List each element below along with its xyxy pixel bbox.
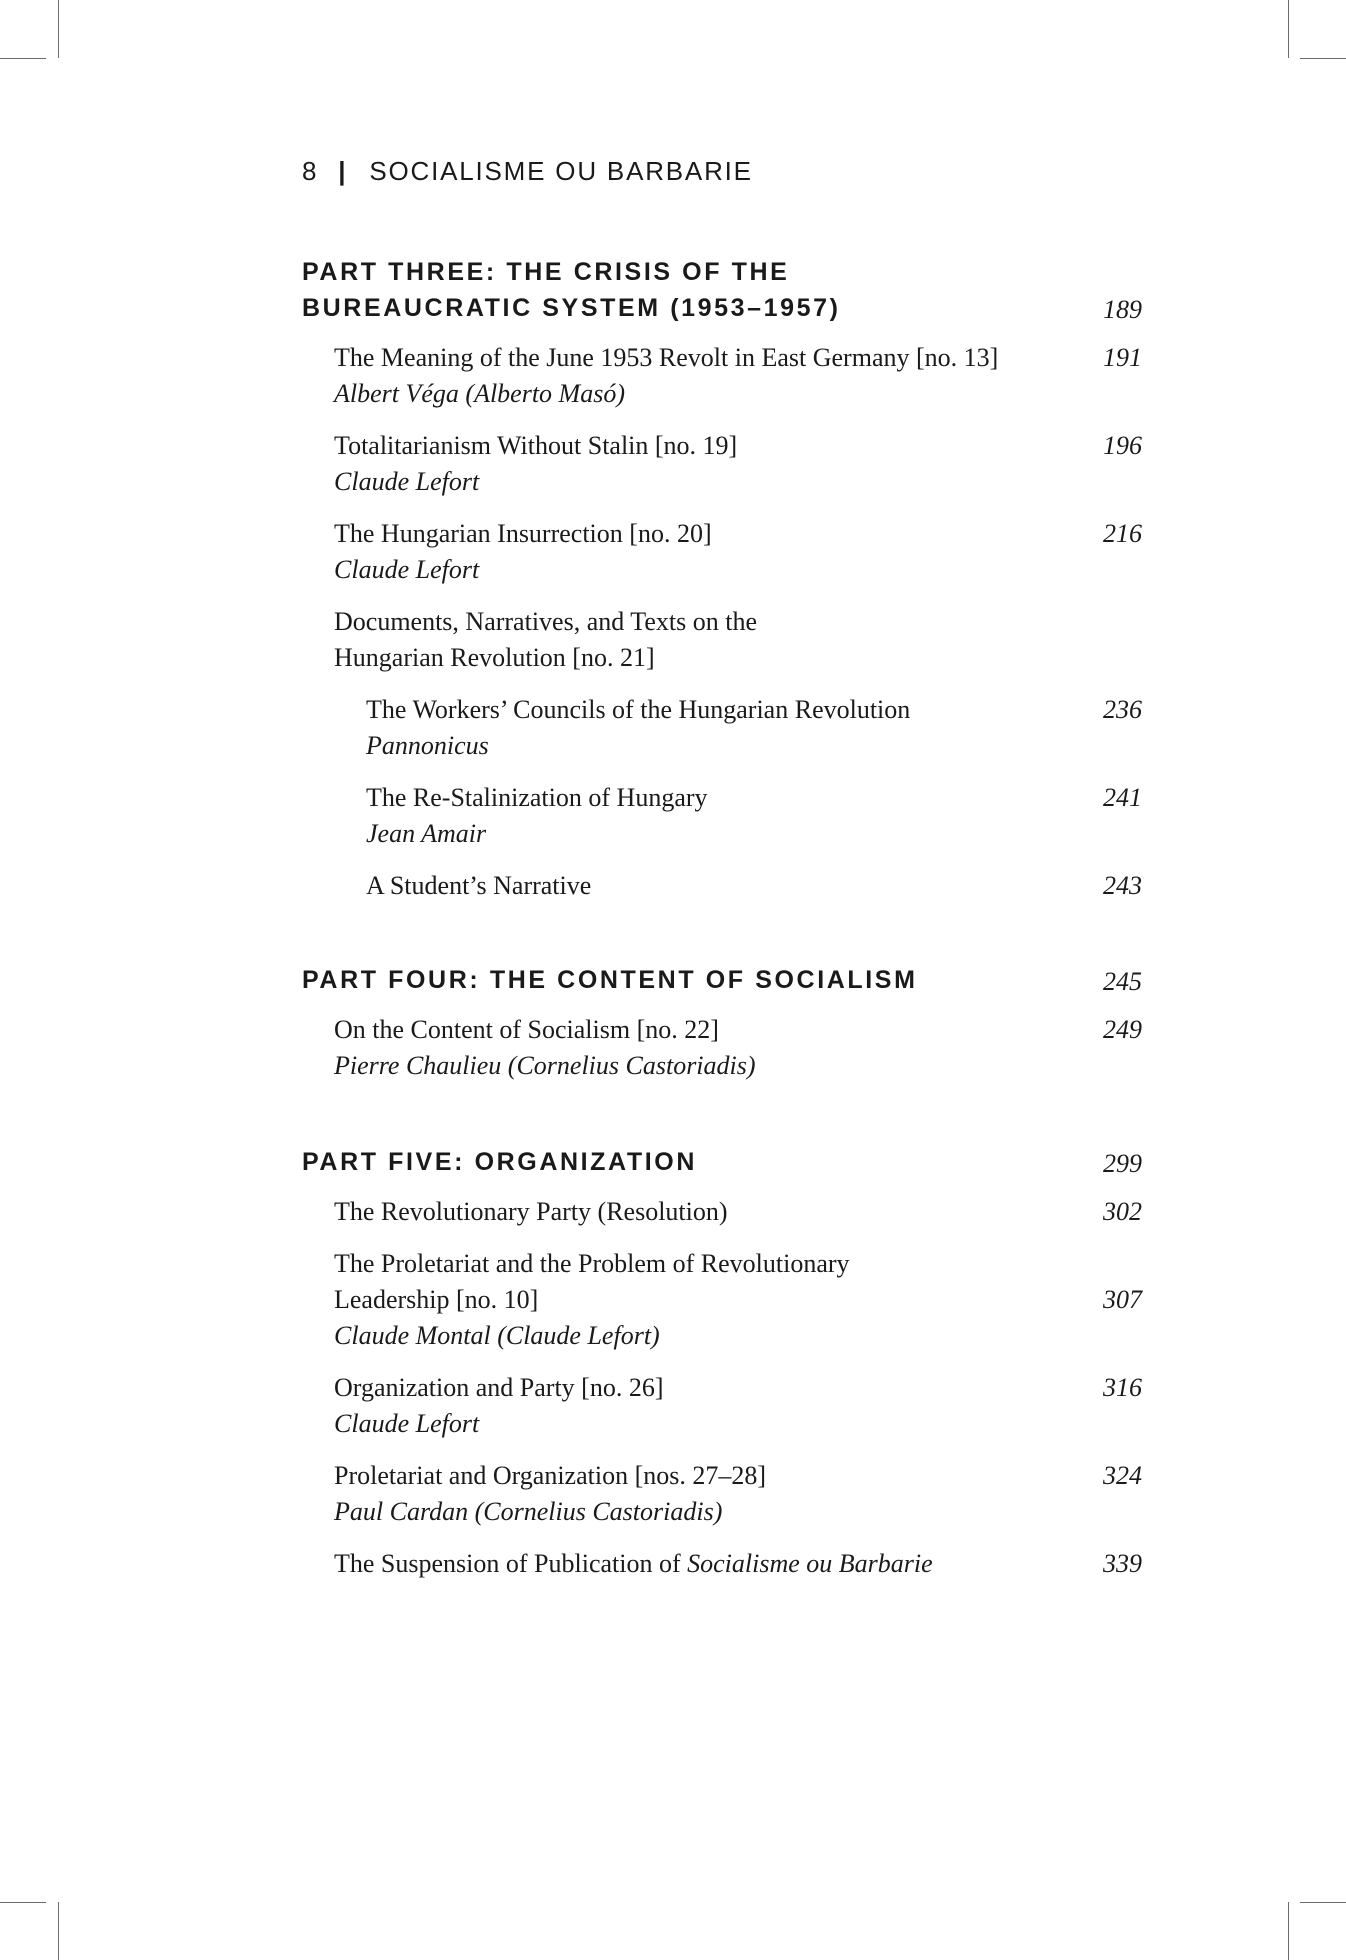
toc-entry <box>302 1194 1144 1230</box>
page-number: 8 <box>302 156 319 186</box>
entry-page-number: 249 <box>1103 1015 1142 1044</box>
toc-subentry <box>302 780 1144 852</box>
entry-page-number: 196 <box>1103 431 1142 460</box>
entry-title: Proletariat and Organization [nos. 27–28] <box>334 1461 767 1490</box>
toc-entry <box>302 1546 1144 1582</box>
table-of-contents <box>302 254 1144 1582</box>
crop-mark <box>58 1902 59 1960</box>
entry-title <box>334 1546 1044 1582</box>
part-page-number: 189 <box>1103 295 1142 324</box>
entry-title-text: The Suspension of Publication of <box>334 1549 688 1578</box>
toc-entry <box>302 1458 1144 1530</box>
toc-group-heading <box>302 604 1144 676</box>
crop-mark <box>1300 1902 1346 1903</box>
part-title-line: BUREAUCRATIC SYSTEM (1953–1957) <box>302 294 841 322</box>
entry-title: The Re-Stalinization of Hungary <box>366 783 708 812</box>
entry-author: Claude Montal (Claude Lefort) <box>334 1321 660 1350</box>
toc-entry <box>302 516 1144 588</box>
part-title-line: PART FOUR: THE CONTENT OF SOCIALISM <box>302 966 918 994</box>
part-heading <box>302 962 1144 998</box>
entry-author: Claude Lefort <box>334 555 480 584</box>
entry-title: Totalitarianism Without Stalin [no. 19] <box>334 431 738 460</box>
entry-author: Jean Amair <box>366 819 487 848</box>
crop-mark <box>1300 58 1346 59</box>
entry-author: Paul Cardan (Cornelius Castoriadis) <box>334 1497 723 1526</box>
header-separator: | <box>338 156 348 186</box>
entry-title: The Revolutionary Party (Resolution) <box>334 1197 728 1226</box>
entry-title: The Hungarian Insurrection [no. 20] <box>334 519 712 548</box>
entry-title-italic: Socialisme ou Barbarie <box>687 1549 933 1578</box>
entry-title: The Proletariat and the Problem of Revolutionary <box>334 1249 850 1278</box>
toc-entry <box>302 1370 1144 1442</box>
entry-page-number: 241 <box>1103 783 1142 812</box>
entry-author: Albert Véga (Alberto Masó) <box>334 379 625 408</box>
part-heading <box>302 1144 1144 1180</box>
entry-page-number: 316 <box>1103 1373 1142 1402</box>
crop-mark <box>1288 0 1289 58</box>
crop-mark <box>0 58 46 59</box>
group-title-line: Documents, Narratives, and Texts on the <box>334 607 757 636</box>
running-head <box>302 156 753 187</box>
part-page-number: 299 <box>1103 1149 1142 1178</box>
toc-subentry <box>302 868 1144 904</box>
crop-mark <box>0 1902 46 1903</box>
toc-entry <box>302 340 1144 412</box>
entry-title: On the Content of Socialism [no. 22] <box>334 1015 719 1044</box>
toc-entry <box>302 428 1144 500</box>
part-page-number: 245 <box>1103 967 1142 996</box>
part-title-line: PART FIVE: ORGANIZATION <box>302 1148 697 1176</box>
crop-mark <box>1288 1902 1289 1960</box>
running-title: SOCIALISME OU BARBARIE <box>369 156 753 186</box>
entry-page-number: 324 <box>1103 1461 1142 1490</box>
crop-mark <box>58 0 59 58</box>
entry-page-number: 339 <box>1103 1549 1142 1578</box>
entry-author: Claude Lefort <box>334 467 480 496</box>
part-title-line: PART THREE: THE CRISIS OF THE <box>302 258 790 286</box>
entry-title: Organization and Party [no. 26] <box>334 1373 664 1402</box>
entry-page-number: 307 <box>1103 1285 1142 1314</box>
entry-page-number: 302 <box>1103 1197 1142 1226</box>
entry-title: The Meaning of the June 1953 Revolt in East Germany [no. 13] <box>334 343 999 372</box>
part-heading <box>302 254 1144 326</box>
entry-title: A Student’s Narrative <box>366 871 592 900</box>
toc-entry <box>302 1246 1144 1354</box>
entry-page-number: 243 <box>1103 871 1142 900</box>
entry-title: Leadership [no. 10] <box>334 1285 539 1314</box>
entry-page-number: 191 <box>1103 343 1142 372</box>
entry-page-number: 216 <box>1103 519 1142 548</box>
toc-subentry <box>302 692 1144 764</box>
toc-entry <box>302 1012 1144 1084</box>
entry-title: The Workers’ Councils of the Hungarian Revolution <box>366 695 911 724</box>
entry-author: Pannonicus <box>366 731 489 760</box>
entry-page-number: 236 <box>1103 695 1142 724</box>
group-title-line: Hungarian Revolution [no. 21] <box>334 643 655 672</box>
entry-author: Claude Lefort <box>334 1409 480 1438</box>
entry-author: Pierre Chaulieu (Cornelius Castoriadis) <box>334 1051 756 1080</box>
